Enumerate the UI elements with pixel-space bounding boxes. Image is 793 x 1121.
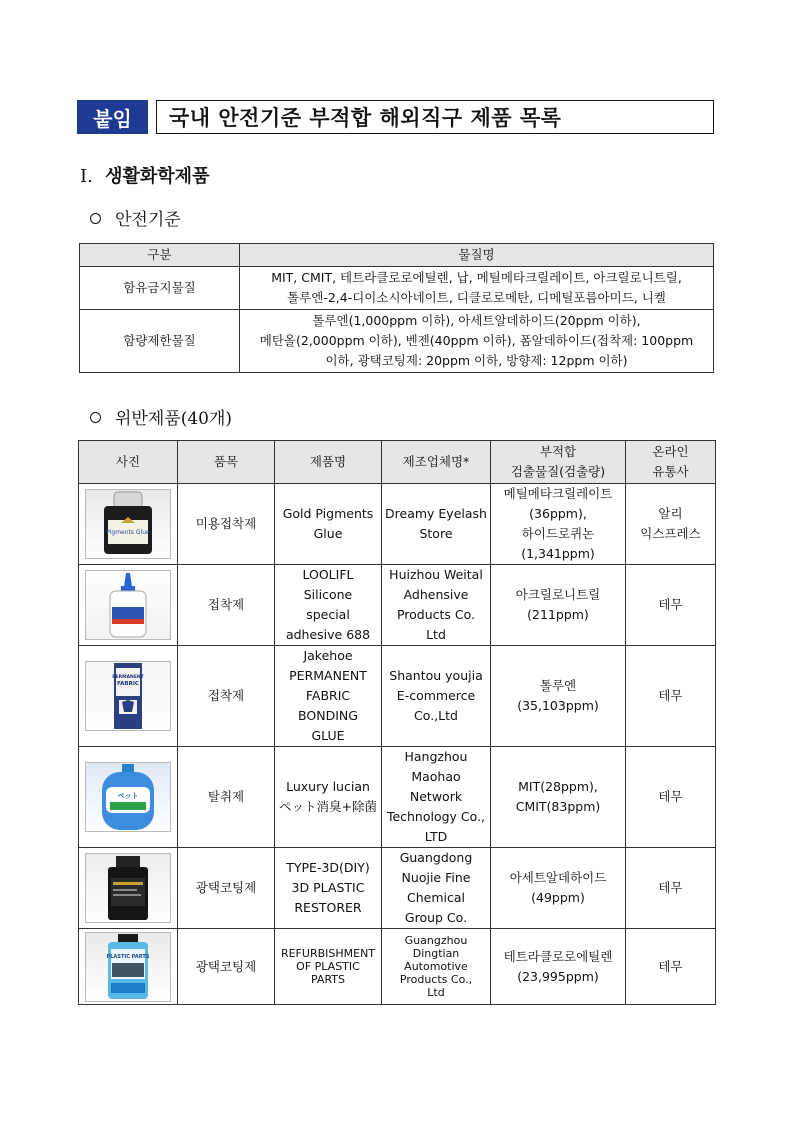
col-detected: 부적합 검출물질(검출량) bbox=[491, 441, 626, 484]
svg-text:FABRIC: FABRIC bbox=[117, 681, 139, 687]
title-bar bbox=[77, 100, 714, 134]
seller-cell: 테무 bbox=[626, 848, 716, 929]
circle-bullet-icon bbox=[90, 213, 101, 224]
col-item: 품목 bbox=[178, 441, 275, 484]
table-header-row bbox=[79, 441, 716, 484]
maker-cell: Shantou youjia E-commerce Co.,Ltd bbox=[382, 646, 491, 747]
photo-cell bbox=[79, 484, 178, 565]
detected-cell: MIT(28ppm), CMIT(83ppm) bbox=[491, 747, 626, 848]
maker-cell: Guangdong Nuojie Fine Chemical Group Co. bbox=[382, 848, 491, 929]
item-cell: 탈취제 bbox=[178, 747, 275, 848]
page-title: 국내 안전기준 부적합 해외직구 제품 목록 bbox=[156, 100, 714, 134]
seller-cell: 알리 익스프레스 bbox=[626, 484, 716, 565]
detected-cell: 톨루엔 (35,103ppm) bbox=[491, 646, 626, 747]
substance-cell: MIT, CMIT, 테트라클로로에틸렌, 납, 메틸메타크릴레이트, 아크릴로니트릴, 톨루엔-2,4-디이소시아네이트, 디클로로메탄, 디메틸포름아미드, 니켈 bbox=[240, 267, 714, 310]
violations-heading: 위반제품(40개) bbox=[90, 404, 232, 429]
photo-cell bbox=[79, 565, 178, 646]
product-name-cell: Luxury lucian ペット消臭+除菌 bbox=[275, 747, 382, 848]
table-row bbox=[80, 310, 714, 373]
product-name-cell: LOOLIFL Silicone special adhesive 688 bbox=[275, 565, 382, 646]
products-table bbox=[78, 440, 716, 1005]
table-row bbox=[80, 267, 714, 310]
item-cell: 광택코팅제 bbox=[178, 929, 275, 1005]
product-name-cell: Jakehoe PERMANENT FABRIC BONDING GLUE bbox=[275, 646, 382, 747]
photo-cell bbox=[79, 747, 178, 848]
item-cell: 미용접착제 bbox=[178, 484, 275, 565]
detected-cell: 아세트알데하이드 (49ppm) bbox=[491, 848, 626, 929]
item-cell: 접착제 bbox=[178, 646, 275, 747]
svg-text:PERMANENT: PERMANENT bbox=[112, 675, 144, 680]
svg-text:ペット: ペット bbox=[117, 792, 139, 800]
maker-cell: Huizhou Weital Adhensive Products Co. Ltd bbox=[382, 565, 491, 646]
product-photo bbox=[85, 932, 171, 1002]
maker-cell: Hangzhou Maohao Network Technology Co., LTD bbox=[382, 747, 491, 848]
section-title: 생활화학제품 bbox=[105, 166, 210, 187]
col-product-name: 제품명 bbox=[275, 441, 382, 484]
item-cell: 광택코팅제 bbox=[178, 848, 275, 929]
standards-table bbox=[79, 243, 714, 373]
maker-cell: Guangzhou Dingtian Automotive Products Co., Ltd bbox=[382, 929, 491, 1005]
table-row bbox=[79, 848, 716, 929]
section-heading bbox=[80, 162, 209, 188]
detected-cell: 테트라클로로에틸렌 (23,995ppm) bbox=[491, 929, 626, 1005]
category-cell: 함유금지물질 bbox=[80, 267, 240, 310]
col-substance: 물질명 bbox=[240, 244, 714, 267]
col-category: 구분 bbox=[80, 244, 240, 267]
svg-text:Pigments Glue: Pigments Glue bbox=[106, 529, 150, 536]
circle-bullet-icon bbox=[90, 412, 101, 423]
item-cell: 접착제 bbox=[178, 565, 275, 646]
col-maker: 제조업체명* bbox=[382, 441, 491, 484]
table-row bbox=[79, 929, 716, 1005]
product-photo bbox=[85, 570, 171, 640]
product-photo bbox=[85, 853, 171, 923]
col-photo: 사진 bbox=[79, 441, 178, 484]
substance-cell: 톨루엔(1,000ppm 이하), 아세트알데하이드(20ppm 이하), 메탄올(2,000ppm 이하), 벤젠(40ppm 이하), 폼알데하이드(접착제: 100ppm 이하, 광택코팅제: 20ppm 이하, 방향제: 12ppm 이하) bbox=[240, 310, 714, 373]
photo-cell bbox=[79, 646, 178, 747]
seller-cell: 테무 bbox=[626, 747, 716, 848]
col-seller: 온라인 유통사 bbox=[626, 441, 716, 484]
section-number: Ⅰ. bbox=[80, 166, 93, 187]
seller-cell: 테무 bbox=[626, 565, 716, 646]
product-name-cell: REFURBISHMENT OF PLASTIC PARTS bbox=[275, 929, 382, 1005]
table-row bbox=[79, 747, 716, 848]
table-header-row bbox=[80, 244, 714, 267]
photo-cell bbox=[79, 929, 178, 1005]
detected-cell: 메틸메타크릴레이트 (36ppm), 하이드로퀴논 (1,341ppm) bbox=[491, 484, 626, 565]
category-cell: 함량제한물질 bbox=[80, 310, 240, 373]
standards-heading: 안전기준 bbox=[90, 205, 181, 230]
table-row bbox=[79, 646, 716, 747]
seller-cell: 테무 bbox=[626, 929, 716, 1005]
detected-cell: 아크릴로니트릴 (211ppm) bbox=[491, 565, 626, 646]
product-photo bbox=[85, 762, 171, 832]
product-photo bbox=[85, 661, 171, 731]
svg-text:PLASTIC PARTS: PLASTIC PARTS bbox=[106, 953, 150, 960]
photo-cell bbox=[79, 848, 178, 929]
seller-cell: 테무 bbox=[626, 646, 716, 747]
product-name-cell: TYPE-3D(DIY) 3D PLASTIC RESTORER bbox=[275, 848, 382, 929]
table-row bbox=[79, 565, 716, 646]
product-photo bbox=[85, 489, 171, 559]
product-name-cell: Gold Pigments Glue bbox=[275, 484, 382, 565]
maker-cell: Dreamy Eyelash Store bbox=[382, 484, 491, 565]
table-row bbox=[79, 484, 716, 565]
attachment-badge: 붙임 bbox=[77, 100, 148, 134]
